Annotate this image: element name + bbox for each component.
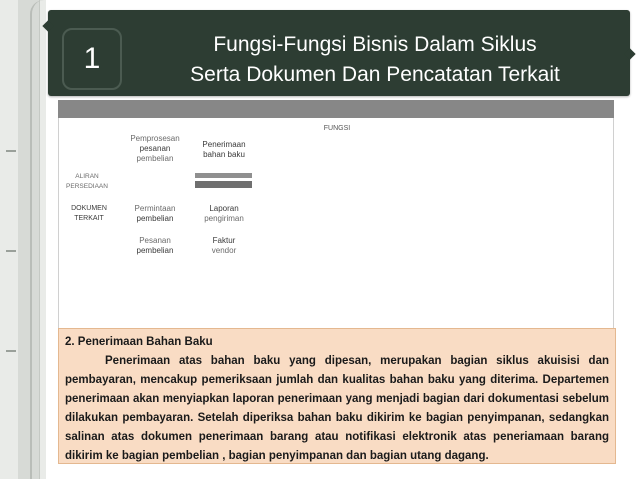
doc-pesanan: [125, 236, 185, 256]
dokumen-line1: DOKUMEN: [71, 205, 107, 212]
col1-header: [125, 134, 185, 164]
doc1-line2: pembelian: [136, 214, 174, 223]
col1-header-line2: pesanan: [139, 144, 171, 153]
flow-bar-top: [195, 173, 252, 178]
col1-header-line3: pembelian: [136, 154, 174, 163]
binder-mark: [6, 250, 16, 252]
doc4-line2: vendor: [211, 246, 237, 255]
binder-strip: [0, 0, 46, 479]
description-box: [58, 328, 616, 464]
dokumen-label: [65, 204, 113, 224]
col2-header-line1: Penerimaan: [202, 140, 246, 149]
doc4-line1: Faktur: [212, 236, 236, 245]
slide-number-badge: 1: [62, 28, 122, 90]
col2-header: [195, 140, 253, 160]
doc-laporan: [195, 204, 253, 224]
section-body-text: Penerimaan atas bahan baku yang dipesan, merupakan bagian siklus akuisisi dan pembayaran, mencakup pemeriksaan jumlah dan kualitas bahan baku yang diterima. Departemen penerimaan akan menyiapkan laporan penerimaan yang menjadi bagian dari dokumentasi sebelum dilakukan pembayaran. Setelah diperiksa bahan baku dikirim ke bagian penyimpanan, sedangkan salinan atas dokumen penerimaan barang atau notifikasi elektronik atas peneriamaan barang dikirim ke bagian pembelian , bagian penyimpanan dan bagian utang dagang.: [65, 355, 609, 462]
binder-mark: [6, 350, 16, 352]
doc2-line2: pengiriman: [204, 214, 244, 223]
doc-faktur: [195, 236, 253, 256]
diagram-panel: [58, 118, 614, 328]
col2-header-line2: bahan baku: [203, 150, 245, 159]
flow-bar-bottom: [195, 181, 252, 188]
slide-title-line2: Serta Dokumen Dan Pencatatan Terkait: [190, 63, 560, 86]
slide-title: [140, 30, 610, 90]
binder-mark: [6, 150, 16, 152]
binder-rim: [30, 0, 48, 479]
section-body: [65, 352, 609, 466]
section-heading: 2. Penerimaan Bahan Baku: [65, 336, 213, 348]
grey-header-strip: [58, 100, 614, 118]
fungsi-label: FUNGSI: [323, 125, 351, 132]
doc1-line1: Permintaan: [134, 204, 176, 213]
aliran-line1: ALIRAN: [75, 173, 99, 180]
aliran-line2: PERSEDIAAN: [66, 183, 108, 190]
dokumen-line2: TERKAIT: [74, 215, 104, 222]
aliran-label: [63, 172, 111, 192]
doc2-line1: Laporan: [209, 204, 239, 213]
doc3-line2: pembelian: [136, 246, 174, 255]
slide-title-line1: Fungsi-Fungsi Bisnis Dalam Siklus: [213, 33, 537, 56]
doc-permintaan: [125, 204, 185, 224]
banner-notch: [624, 48, 635, 59]
col1-header-line1: Pemprosesan: [130, 134, 180, 143]
doc3-line1: Pesanan: [139, 236, 171, 245]
